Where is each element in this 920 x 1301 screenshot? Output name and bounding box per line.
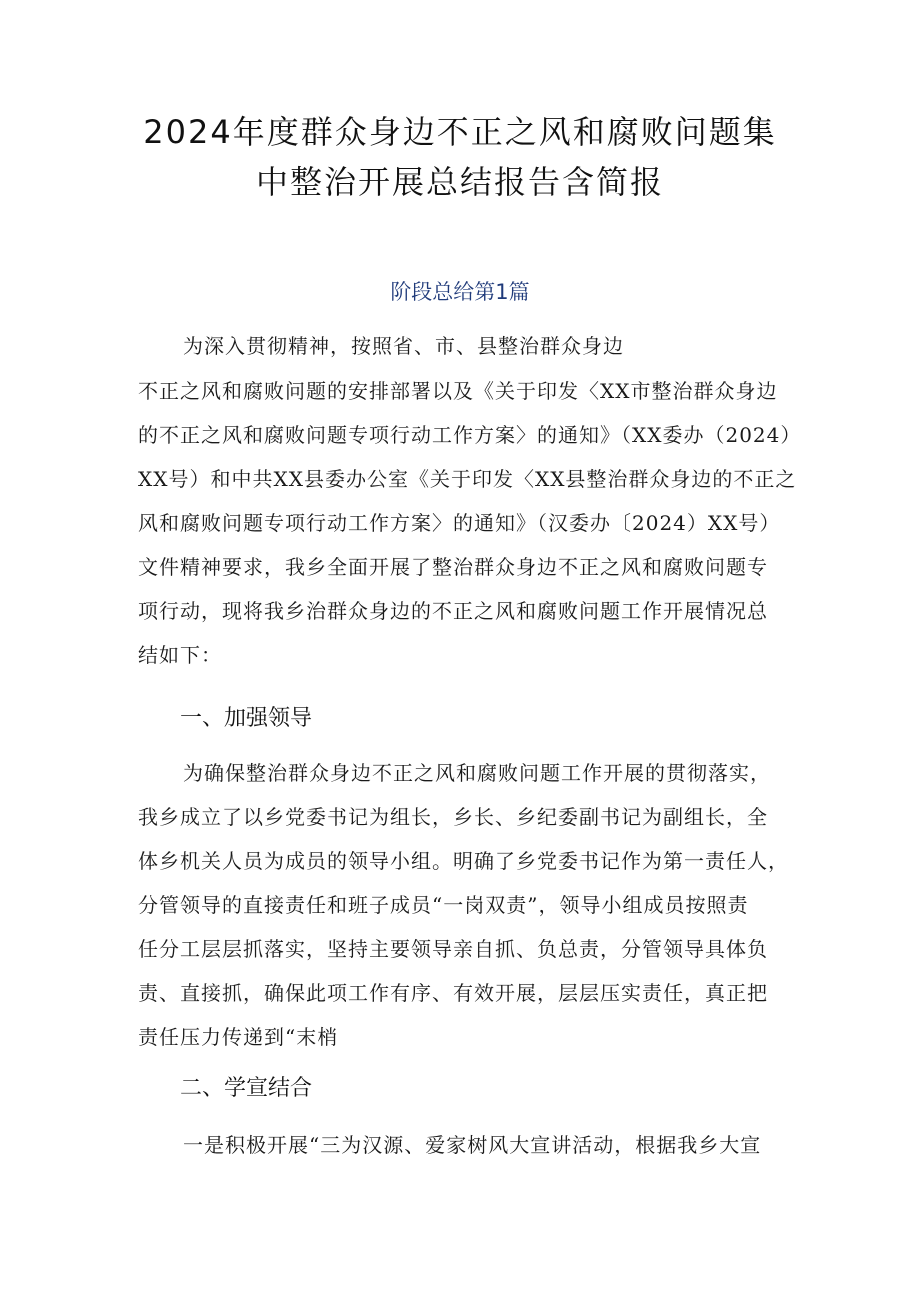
intro-line-5: 风和腐败问题专项行动工作方案〉的通知》（汉委办〔2024）XX号） bbox=[138, 511, 781, 535]
section1-line-1: 为确保整治群众身边不正之风和腐败问题工作开展的贯彻落实， bbox=[183, 761, 771, 785]
section1-line-5: 任分工层层抓落实，坚持主要领导亲自抓、负总责，分管领导具体负 bbox=[138, 937, 768, 961]
document-title-line-2: 中整治开展总结报告含简报 bbox=[255, 163, 664, 201]
heading-study-publicity: 二、学宣结合 bbox=[180, 1076, 313, 1101]
document-title-line-1: 2024年度群众身边不正之风和腐败问题集 bbox=[143, 113, 777, 151]
section1-line-3: 体乡机关人员为成员的领导小组。明确了乡党委书记作为第一责任人， bbox=[138, 849, 789, 873]
intro-line-8: 结如下： bbox=[138, 643, 222, 667]
section1-line-6: 责、直接抓，确保此项工作有序、有效开展，层层压实责任，真正把 bbox=[138, 981, 768, 1005]
section1-line-4: 分管领导的直接责任和班子成员“一岗双责”，领导小组成员按照责 bbox=[138, 893, 749, 917]
intro-line-3: 的不正之风和腐败问题专项行动工作方案〉的通知》（XX委办（2024） bbox=[138, 423, 802, 447]
section2-line-1: 一是积极开展“三为汉源、爱家树风大宣讲活动，根据我乡大宣 bbox=[183, 1133, 762, 1157]
intro-line-6: 文件精神要求，我乡全面开展了整治群众身边不正之风和腐败问题专 bbox=[138, 555, 768, 579]
intro-line-1: 为深入贯彻精神，按照省、市、县整治群众身边 bbox=[183, 334, 624, 358]
heading-strengthen-leadership: 一、加强领导 bbox=[180, 706, 313, 731]
intro-line-2: 不正之风和腐败问题的安排部署以及《关于印发〈XX市整治群众身边 bbox=[138, 379, 778, 403]
section1-line-2: 我乡成立了以乡党委书记为组长，乡长、乡纪委副书记为副组长，全 bbox=[138, 805, 768, 829]
intro-line-4: XX号）和中共XX县委办公室《关于印发〈XX县整治群众身边的不正之 bbox=[138, 467, 797, 491]
intro-line-7: 项行动，现将我乡治群众身边的不正之风和腐败问题工作开展情况总 bbox=[138, 599, 768, 623]
section1-line-7: 责任压力传递到“末梢 bbox=[138, 1025, 339, 1049]
section-title: 阶段总给第1篇 bbox=[390, 280, 530, 304]
